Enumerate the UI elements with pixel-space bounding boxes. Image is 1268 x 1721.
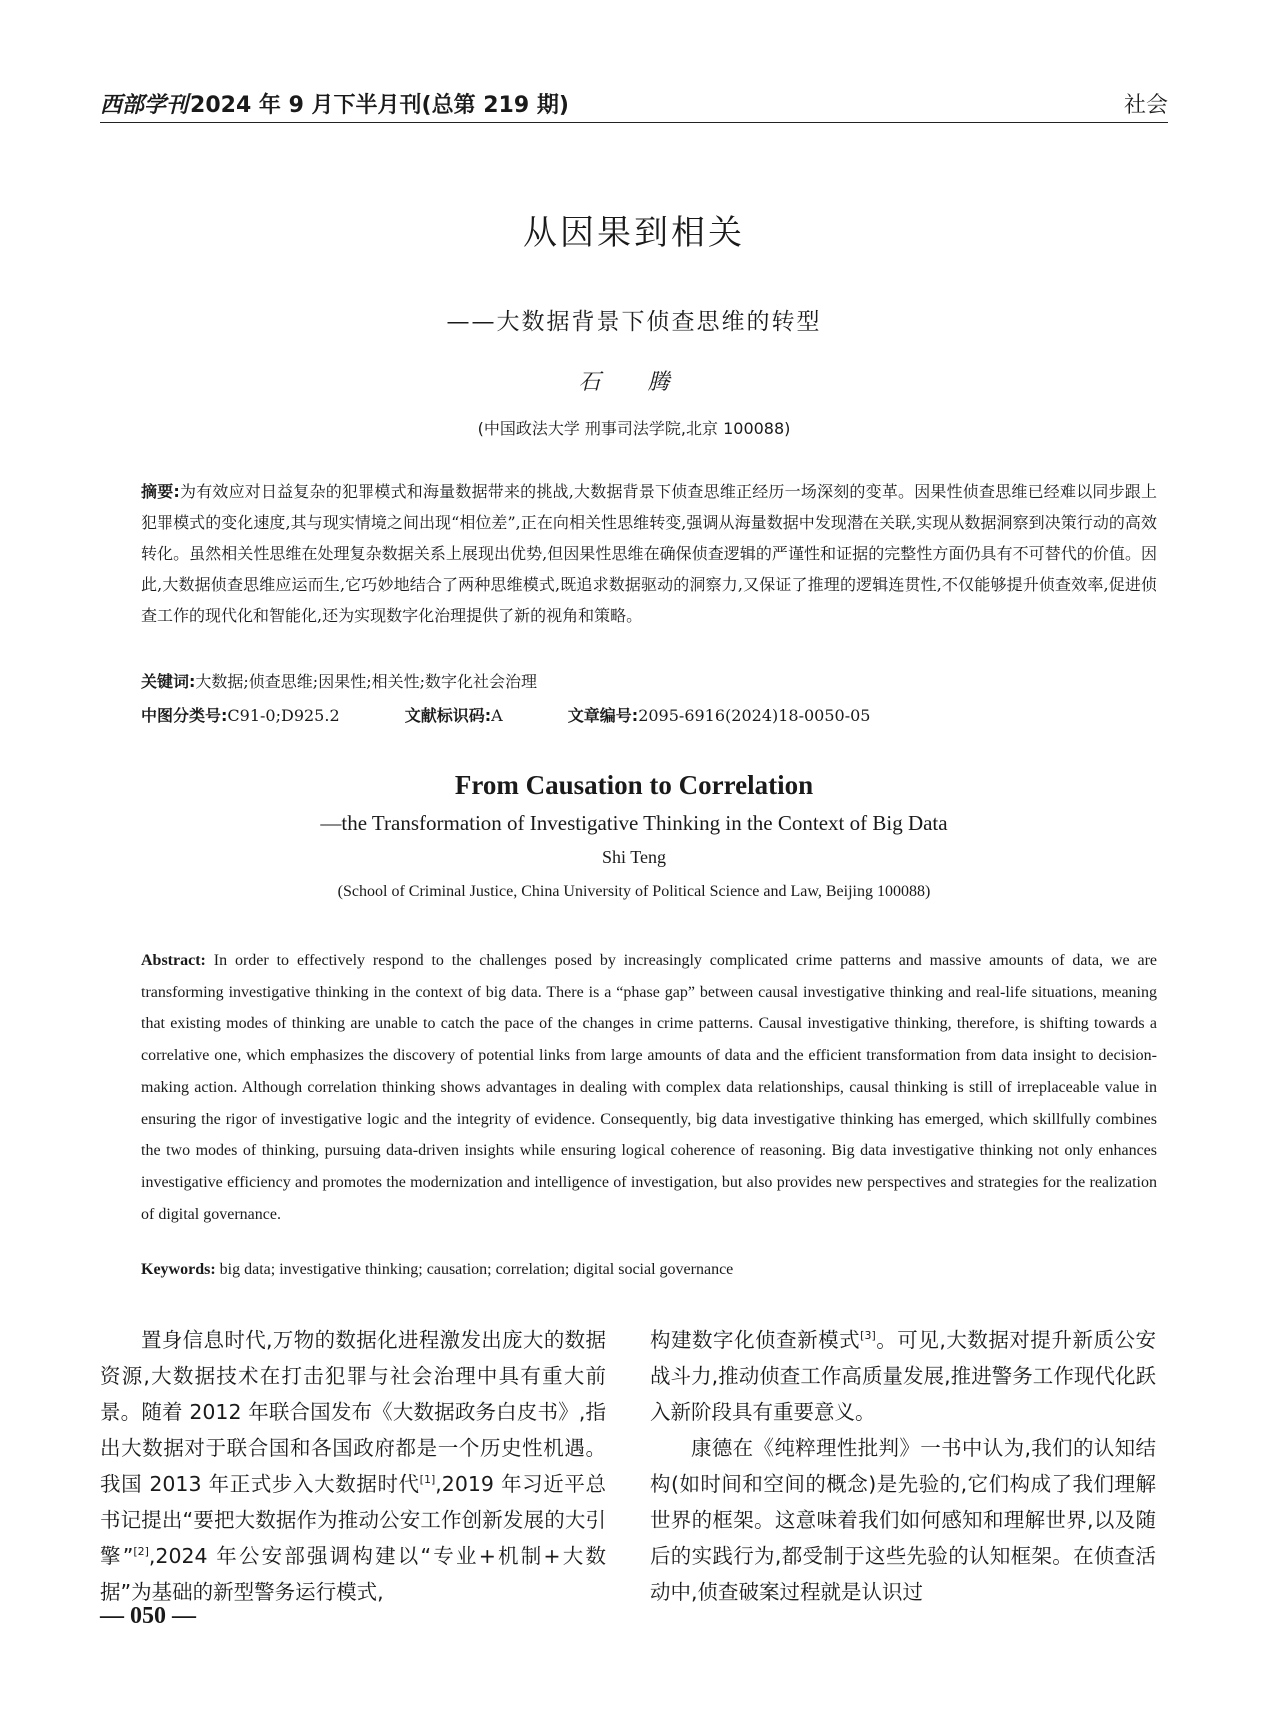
author-cn: 石 腾: [578, 370, 690, 395]
title-cn: 从因果到相关: [523, 213, 745, 253]
keywords-cn-text: 大数据;侦查思维;因果性;相关性;数字化社会治理: [195, 672, 537, 691]
doc-label: 文献标识码:: [404, 706, 492, 725]
subtitle-en: —the Transformation of Investigative Thinking in the Context of Big Data: [320, 811, 948, 835]
citation-ref[interactable]: [1]: [419, 1473, 436, 1486]
title-en: From Causation to Correlation: [454, 770, 814, 800]
clc-label: 中图分类号:: [141, 706, 228, 725]
body-column-left: [100, 1322, 606, 1610]
doc-value: A: [491, 706, 503, 725]
section-label: 社会: [1123, 93, 1168, 118]
journal-issue: [100, 88, 569, 119]
keywords-en-label: Keywords:: [141, 1261, 216, 1278]
classification-line: [141, 703, 1157, 726]
body-column-right: [650, 1322, 1156, 1610]
body-paragraph: [100, 1322, 606, 1610]
body-text: 置身信息时代,万物的数据化进程激发出庞大的数据资源,大数据技术在打击犯罪与社会治理中具有重大前景。随着 2012 年联合国发布《大数据政务白皮书》,指出大数据对于联合国和各国政府都是一个历史性机遇。我国 2013 年正式步入大数据时代: [100, 1328, 606, 1496]
keywords-en-text: big data; investigative thinking; causation; correlation; digital social governance: [219, 1261, 734, 1278]
affiliation-cn: (中国政法大学 刑事司法学院,北京 100088): [477, 419, 791, 438]
subtitle-cn: ——大数据背景下侦查思维的转型: [446, 309, 822, 335]
header-rule: [100, 122, 1168, 123]
article-code: [568, 706, 871, 725]
keywords-cn-label: 关键词:: [141, 672, 196, 691]
abstract-en-text: In order to effectively respond to the challenges posed by increasingly complicated crime patterns and massive amounts of data, we are transforming investigative thinking in the context of big data. There is a “phase gap” between causal investigative thinking and real-life situations, meaning that existing modes of thinking are unable to catch the pace of the changes in crime patterns. Causal investigative thinking, therefore, is shifting towards a correlative one, which emphasizes the discovery of potential links from large amounts of data and the efficient transformation from data insight to decision-making action. Although correlation thinking shows advantages in dealing with complex data relationships, causal thinking is still of irreplaceable value in ensuring the rigor of investigative logic and the integrity of evidence. Consequently, big data investigative thinking has emerged, which skillfully combines the two modes of thinking, pursuing data-driven insights while ensuring logical coherence of reasoning. Big data investigative thinking not only enhances investigative efficiency and promotes the modernization and intelligence of investigation, but also provides new perspectives and strategies for the realization of digital governance.: [141, 952, 1158, 1223]
clc-code: [141, 706, 340, 725]
keywords-en: [141, 1261, 1157, 1279]
article-value: 2095-6916(2024)18-0050-05: [638, 706, 871, 725]
clc-value: C91-0;D925.2: [227, 706, 340, 725]
doc-code: [405, 706, 503, 725]
citation-ref[interactable]: [2]: [133, 1545, 149, 1558]
body-text: ,2019 年习近平总书记提出“要把大数据作为推动公安工作创新发展的大引擎”: [100, 1472, 606, 1568]
body-text: 。可见,大数据对提升新质公安战斗力,推动侦查工作高质量发展,推进警务工作现代化跃入新阶段具有重要意义。: [650, 1328, 1157, 1424]
citation-ref[interactable]: [3]: [860, 1329, 876, 1342]
affiliation-en: (School of Criminal Justice, China University of Political Science and Law, Beijing 100088): [337, 883, 931, 900]
abstract-cn: [141, 476, 1157, 631]
running-header: [100, 88, 1168, 122]
abstract-cn-label: 摘要:: [141, 482, 180, 501]
journal-logo: 西部学刊: [100, 92, 189, 118]
author-en: Shi Teng: [602, 847, 666, 867]
body-text: ,2024 年公安部强调构建以“专业+机制+大数据”为基础的新型警务运行模式,: [100, 1544, 606, 1604]
issue-label: 2024 年 9 月下半月刊(总第 219 期): [190, 93, 569, 118]
article-label: 文章编号:: [567, 706, 639, 725]
page-number: — 050 —: [100, 1603, 196, 1629]
body-paragraph: 康德在《纯粹理性批判》一书中认为,我们的认知结构(如时间和空间的概念)是先验的,它们构成了我们理解世界的框架。这意味着我们如何感知和理解世界,以及随后的实践行为,都受制于这些先验的认知框架。在侦查活动中,侦查破案过程就是认识过: [650, 1436, 1156, 1604]
abstract-cn-text: 为有效应对日益复杂的犯罪模式和海量数据带来的挑战,大数据背景下侦查思维正经历一场深刻的变革。因果性侦查思维已经难以同步跟上犯罪模式的变化速度,其与现实情境之间出现“相位差”,正在向相关性思维转变,强调从海量数据中发现潜在关联,实现从数据洞察到决策行动的高效转化。虽然相关性思维在处理复杂数据关系上展现出优势,但因果性思维在确保侦查逻辑的严谨性和证据的完整性方面仍具有不可替代的价值。因此,大数据侦查思维应运而生,它巧妙地结合了两种思维模式,既追求数据驱动的洞察力,又保证了推理的逻辑连贯性,不仅能够提升侦查效率,促进侦查工作的现代化和智能化,还为实现数字化治理提供了新的视角和策略。: [141, 482, 1157, 625]
abstract-en-label: Abstract:: [141, 952, 206, 969]
keywords-cn: [141, 669, 1157, 692]
body-paragraph: [650, 1322, 1156, 1430]
abstract-en: [141, 945, 1157, 1230]
body-text: 构建数字化侦查新模式: [650, 1328, 861, 1352]
